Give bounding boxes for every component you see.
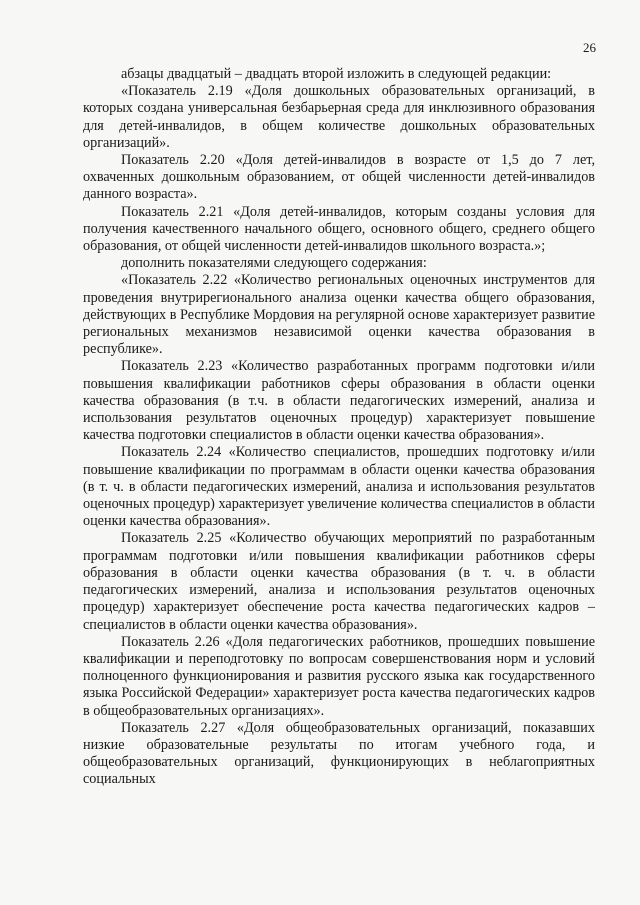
page-number: 26 [583, 40, 596, 55]
paragraph-indicator-2-26: Показатель 2.26 «Доля педагогических работников, прошедших повышение квалификации и переподготовку по вопросам совершенствования норм и условий полноценного функционирования и развития русского языка как государственного языка Российской Федерации» характеризует роста качества педагогических кадров в общеобразовательных организациях». [83, 633, 595, 719]
paragraph-indicator-2-22: «Показатель 2.22 «Количество региональных оценочных инструментов для проведения внутрирегионального анализа оценки качества общего образования, действующих в Республике Мордовия на регулярной основе характеризует развитие региональных механизмов независимой оценки качества образования в республике». [83, 272, 595, 358]
paragraph-indicator-2-24: Показатель 2.24 «Количество специалистов, прошедших подготовку и/или повышение квалификации по программам в области оценки качества образования (в т. ч. в области педагогических измерений, анализа и использования результатов оценочных процедур) характеризует увеличение количества специалистов в области оценки качества образования». [83, 444, 595, 530]
paragraph-indicator-2-20: Показатель 2.20 «Доля детей-инвалидов в возрасте от 1,5 до 7 лет, охваченных дошкольным образованием, от общей численности детей-инвалидов данного возраста». [83, 152, 595, 203]
paragraph-indicator-2-27: Показатель 2.27 «Доля общеобразовательных организаций, показавших низкие образовательные результаты по итогам учебного года, и общеобразовательных организаций, функционирующих в неблагоприятных социальных [83, 719, 595, 788]
paragraph-indicator-2-23: Показатель 2.23 «Количество разработанных программ подготовки и/или повышения квалификации работников сферы образования в области оценки качества образования (в т.ч. в области педагогических измерений, анализа и использования результатов оценочных процедур) характеризует повышение качества подготовки специалистов в области оценки качества образования». [83, 358, 595, 444]
paragraph-indicator-2-25: Показатель 2.25 «Количество обучающих мероприятий по разработанным программам подготовки и/или повышения квалификации работников сферы образования в области оценки качества образования (в т. ч. в области педагогических измерений, анализа и использования результатов оценочных процедур) характеризует обеспечение роста качества педагогических кадров – специалистов в области оценки качества образования». [83, 530, 595, 633]
document-body [83, 66, 595, 789]
paragraph-supplement: дополнить показателями следующего содержания: [121, 255, 427, 272]
paragraph-indicator-2-21: Показатель 2.21 «Доля детей-инвалидов, которым созданы условия для получения качественного начального общего, основного общего, среднего общего образования, от общей численности детей-инвалидов школьного возраста.»; [83, 203, 595, 255]
paragraph-intro: абзацы двадцатый – двадцать второй изложить в следующей редакции: [121, 66, 552, 82]
paragraph-indicator-2-19: «Показатель 2.19 «Доля дошкольных образовательных организаций, в которых создана универсальная безбарьерная среда для инклюзивного образования для детей-инвалидов, в общем количестве дошкольных образовательных организаций». [83, 83, 595, 151]
